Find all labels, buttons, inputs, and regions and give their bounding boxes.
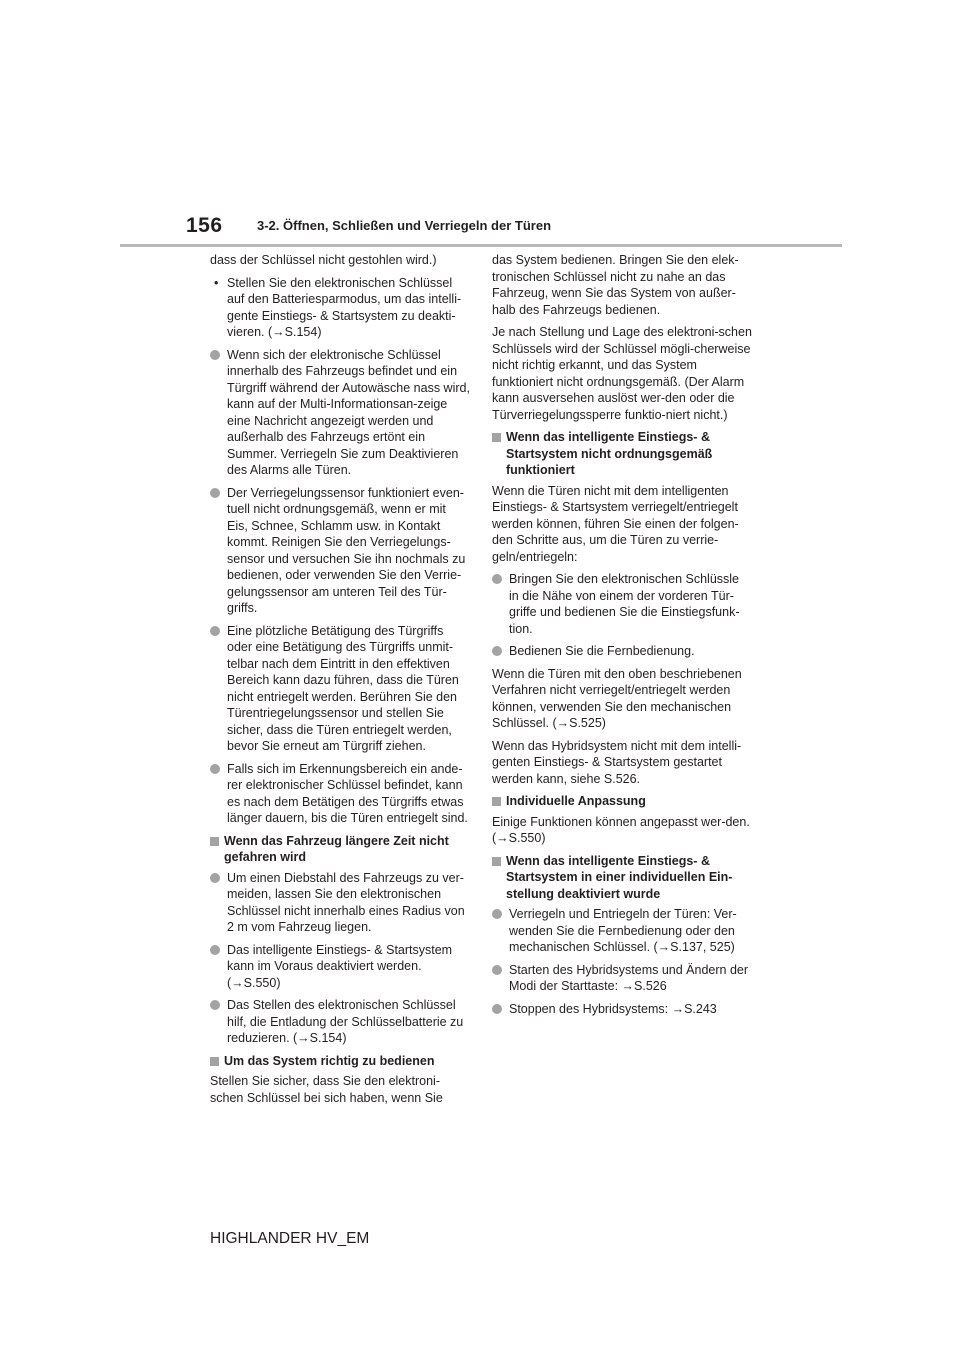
heading-square-icon	[210, 1057, 219, 1066]
paragraph	[492, 483, 752, 566]
left-column	[210, 252, 470, 1112]
block-text: Starten des Hybridsystems und Ändern der Modi der Starttaste: →S.526	[509, 962, 749, 993]
subheading	[492, 853, 752, 903]
section-title: 3-2. Öffnen, Schließen und Verriegeln der Türen	[257, 218, 552, 233]
paragraph	[492, 324, 752, 423]
block-text: Um einen Diebstahl des Fahrzeugs zu ver-meiden, lassen Sie den elektronischen Schlüssel nicht innerhalb eines Radius von 2 m vom Fahrzeug liegen.	[227, 870, 465, 934]
block-text: Der Verriegelungssensor funktioniert even-tuell nicht ordnungsgemäß, wenn er mit Eis, Schnee, Schlamm usw. in Kontakt kommt. Reinigen Sie den Verriegelungs-sensor und versuchen Sie ihn nochmals zu bedienen, oder verwenden Sie den Verrie-gelungssensor am unteren Teil des Tür-griffs.	[227, 485, 466, 615]
bullet-item	[210, 485, 470, 617]
dash-mark-icon: •	[214, 275, 219, 290]
block-text: Stellen Sie sicher, dass Sie den elektroni-schen Schlüssel bei sich haben, wenn Sie	[210, 1074, 443, 1105]
footer-model: HIGHLANDER HV_EM	[210, 1230, 370, 1247]
block-text: Wenn das Fahrzeug längere Zeit nicht gefahren wird	[224, 833, 449, 864]
block-text: Bedienen Sie die Fernbedienung.	[509, 644, 695, 658]
bullet-item	[492, 571, 752, 637]
block-text: Falls sich im Erkennungsbereich ein ande-rer elektronischer Schlüssel befindet, kann es nach dem Betätigen des Türgriffs etwas länger dauern, bis die Türen entriegelt sind.	[227, 761, 468, 825]
bullet-dot-icon	[210, 488, 220, 498]
bullet-dot-icon	[210, 873, 220, 883]
heading-square-icon	[492, 433, 501, 442]
bullet-dot-icon	[210, 764, 220, 774]
block-text: Wenn das Hybridsystem nicht mit dem intelli-genten Einstiegs- & Startsystem gestartet werden kann, siehe S.526.	[492, 738, 742, 786]
block-text: Wenn die Türen nicht mit dem intelligenten Einstiegs- & Startsystem verriegelt/entriegelt werden können, führen Sie einen der folgen-den Schritte aus, um die Türen zu verrie-geln/entriegeln:	[492, 483, 739, 564]
bullet-dot-icon	[210, 350, 220, 360]
block-text: Das intelligente Einstiegs- & Startsystem kann im Voraus deaktiviert werden. (→S.550)	[227, 942, 453, 990]
bullet-item	[210, 997, 470, 1047]
bullet-item	[210, 942, 470, 992]
block-text: Stoppen des Hybridsystems: →S.243	[509, 1001, 717, 1016]
bullet-dot-icon	[492, 1004, 502, 1014]
bullet-dot-icon	[492, 574, 502, 584]
bullet-item	[210, 761, 470, 827]
block-text: Um das System richtig zu bedienen	[224, 1053, 435, 1068]
bullet-item	[210, 347, 470, 479]
bullet-dot-icon	[492, 909, 502, 919]
heading-square-icon	[210, 837, 219, 846]
right-column	[492, 252, 752, 1023]
subheading	[492, 429, 752, 479]
bullet-dot-icon	[210, 1000, 220, 1010]
block-text: Bringen Sie den elektronischen Schlüssle in die Nähe von einem der vorderen Tür-griffe und bedienen Sie die Einstiegsfunk-tion.	[509, 572, 740, 636]
block-text: Eine plötzliche Betätigung des Türgriffs oder eine Betätigung des Türgriffs unmit-telbar nach dem Eintritt in den effektiven Bereich kann dazu führen, dass die Türen nicht entriegelt werden. Berühren Sie den Türentriegelungssensor und stellen Sie sicher, dass die Türen entriegelt werden, bevor Sie erneut am Türgriff ziehen.	[227, 623, 459, 753]
subheading	[210, 833, 470, 866]
subheading	[210, 1053, 470, 1070]
subheading	[492, 793, 752, 810]
bullet-item	[492, 643, 752, 660]
bullet-dot-icon	[210, 945, 220, 955]
page-number: 156	[186, 214, 223, 237]
bullet-dot-icon	[210, 626, 220, 636]
header-rule	[120, 244, 842, 247]
block-text: Stellen Sie den elektronischen Schlüssel auf den Batteriesparmodus, um das intelli-gente Einstiegs- & Startsystem zu deakti-vieren. (→S.154)	[227, 275, 462, 339]
paragraph	[492, 666, 752, 732]
block-text: Je nach Stellung und Lage des elektroni-schen Schlüssels wird der Schlüssel mögli-cherweise nicht richtig erkannt, und das System funktioniert nicht ordnungsgemäß. (Der Alarm kann ausversehen auslöst wer-den oder die Türverriegelungssperre funktio-niert nicht.)	[492, 325, 752, 422]
paragraph	[492, 252, 752, 318]
bullet-item	[492, 962, 752, 995]
bullet-dot-icon	[492, 646, 502, 656]
block-text: Wenn sich der elektronische Schlüssel innerhalb des Fahrzeugs befindet und ein Türgriff während der Autowäsche nass wird, kann auf der Multi-Informationsan-zeige eine Nachricht angezeigt werden und außerhalb des Fahrzeugs ertönt ein Summer. Verriegeln Sie zum Deaktivieren des Alarms alle Türen.	[227, 347, 470, 477]
block-text: Wenn das intelligente Einstiegs- & Startsystem in einer individuellen Ein-stellung deaktiviert wurde	[506, 853, 733, 901]
bullet-item	[210, 623, 470, 755]
paragraph	[210, 252, 470, 269]
paragraph	[210, 1073, 470, 1106]
block-text: Verriegeln und Entriegeln der Türen: Ver-wenden Sie die Fernbedienung oder den mechanischen Schlüssel. (→S.137, 525)	[509, 907, 737, 954]
dash-item	[210, 275, 470, 341]
block-text: Wenn die Türen mit den oben beschriebenen Verfahren nicht verriegelt/entriegelt werden können, verwenden Sie den mechanischen Schlüssel. (→S.525)	[492, 666, 742, 730]
block-text: Das Stellen des elektronischen Schlüssel hilf, die Entladung der Schlüsselbatterie zu reduzieren. (→S.154)	[227, 998, 464, 1045]
block-text: das System bedienen. Bringen Sie den elek-tronischen Schlüssel nicht zu nahe an das Fahrzeug, wenn Sie das System von außer-halb des Fahrzeugs bedienen.	[492, 253, 739, 317]
block-text: Individuelle Anpassung	[506, 794, 646, 808]
bullet-item	[492, 1001, 752, 1018]
paragraph	[492, 738, 752, 788]
bullet-item	[210, 870, 470, 936]
block-text: Einige Funktionen können angepasst wer-den. (→S.550)	[492, 814, 750, 845]
block-text: Wenn das intelligente Einstiegs- & Startsystem nicht ordnungsgemäß funktioniert	[506, 430, 713, 477]
heading-square-icon	[492, 857, 501, 866]
bullet-dot-icon	[492, 965, 502, 975]
bullet-item	[492, 906, 752, 956]
block-text: dass der Schlüssel nicht gestohlen wird.)	[210, 253, 437, 267]
paragraph	[492, 814, 752, 847]
heading-square-icon	[492, 797, 501, 806]
